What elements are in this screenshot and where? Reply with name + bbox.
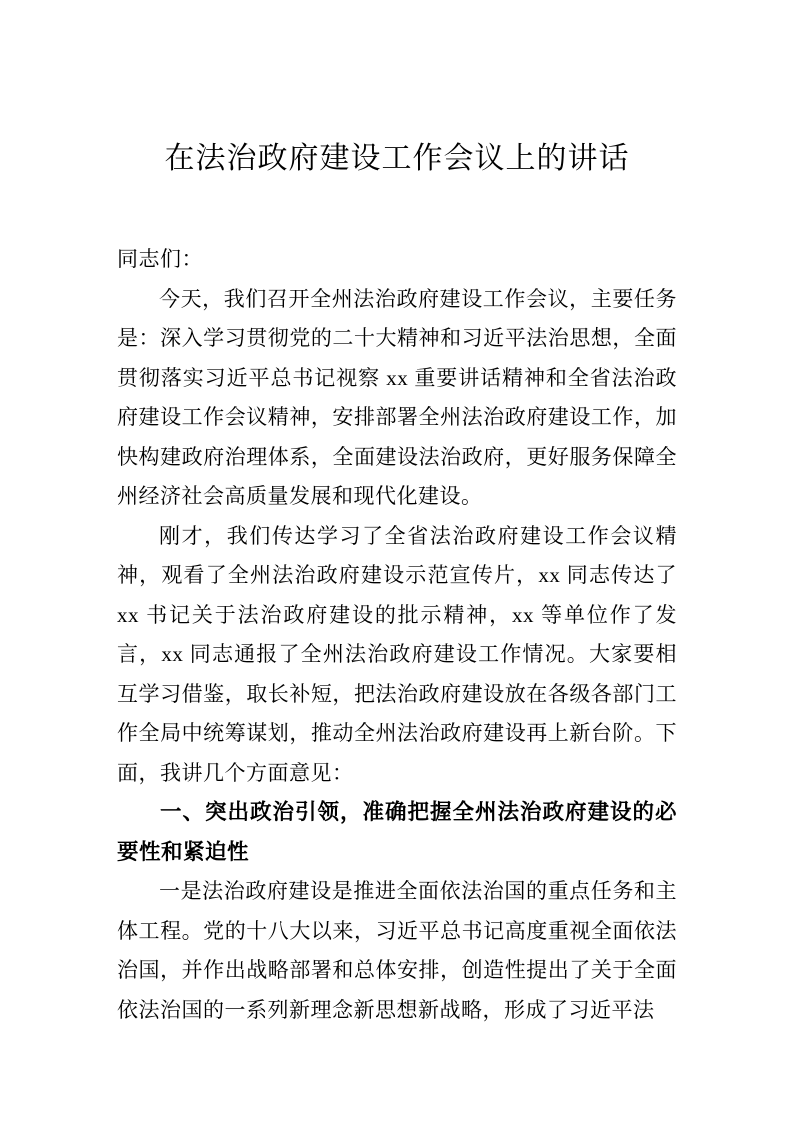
- salutation-paragraph: 同志们：: [117, 247, 203, 271]
- document-title: 在法治政府建设工作会议上的讲话: [164, 142, 630, 175]
- body-paragraph-1: 今天，我们召开全州法治政府建设工作会议，主要任务是：深入学习贯彻党的二十大精神和习近平法治思想，全面贯彻落实习近平总书记视察 xx 重要讲话精神和全省法治政府建设工作会议精神，安排部署全州法治政府建设工作，加快构建政府治理体系，全面建设法治政府，更好服务保障全州经济社会高质量发展和现代化建设。: [117, 286, 677, 508]
- body-paragraph-2: 刚才，我们传达学习了全省法治政府建设工作会议精神，观看了全州法治政府建设示范宣传片，xx 同志传达了 xx 书记关于法治政府建设的批示精神，xx 等单位作了发言，xx 同志通报了全州法治政府建设工作情况。大家要相互学习借鉴，取长补短，把法治政府建设放在各级各部门工作全局中统筹谋划，推动全州法治政府建设再上新台阶。下面，我讲几个方面意见：: [117, 523, 677, 785]
- body-paragraph-3: 一是法治政府建设是推进全面依法治国的重点任务和主体工程。党的十八大以来，习近平总书记高度重视全面依法治国，并作出战略部署和总体安排，创造性提出了关于全面依法治国的一系列新理念新思想新战略，形成了习近平法: [117, 879, 677, 1022]
- section-heading-1: 一、突出政治引领，准确把握全州法治政府建设的必要性和紧迫性: [117, 800, 677, 864]
